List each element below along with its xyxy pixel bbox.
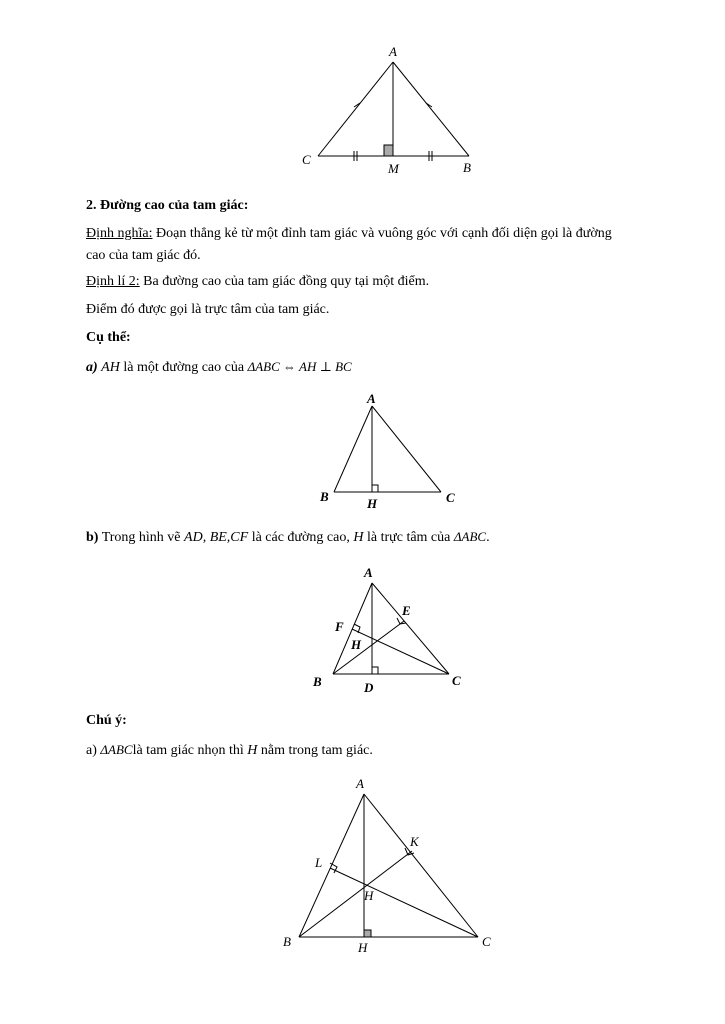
item-b-triangle: ΔABC <box>453 529 487 544</box>
vertex-label-l: L <box>315 855 323 870</box>
note-heading: Chú ý: <box>86 713 127 728</box>
note-a-label: a) <box>86 743 101 758</box>
definition-line-1 <box>86 224 696 244</box>
item-b-text-1: Trong hình vẽ <box>98 530 185 545</box>
item-b-text-2: là các đường cao, <box>248 530 354 545</box>
altitude-cf <box>352 629 449 674</box>
right-angle-mark <box>384 145 393 156</box>
side-ac <box>364 794 478 937</box>
section-heading: 2. Đường cao của tam giác: <box>86 198 249 213</box>
vertex-label-a: A <box>389 44 397 59</box>
vertex-label-e: E <box>402 603 411 618</box>
side-ac <box>372 583 449 674</box>
orthocenter-label-h: H <box>364 888 374 903</box>
figure-three-altitudes <box>0 555 725 700</box>
figure-isosceles-triangle <box>0 0 725 190</box>
note-a-triangle: ΔABC <box>100 742 133 757</box>
theorem-line <box>86 272 696 292</box>
right-angle-h <box>364 930 371 937</box>
item-a-text: là một đường cao của <box>119 360 248 375</box>
theorem-text: Ba đường cao của tam giác đồng quy tại một điểm. <box>139 274 430 289</box>
side-ab <box>393 62 469 156</box>
vertex-label-b: B <box>463 160 471 175</box>
side-ac <box>318 62 393 156</box>
vertex-label-b: B <box>320 489 329 504</box>
item-b-line <box>86 527 696 548</box>
right-angle-mark <box>372 485 378 492</box>
item-b-label: b) <box>86 530 99 545</box>
altitude-cl <box>330 868 478 937</box>
note-a-line <box>86 740 696 761</box>
note-a-text-2: nằm trong tam giác. <box>257 743 373 758</box>
vertex-label-a: A <box>364 565 373 580</box>
vertex-label-f: F <box>335 619 344 634</box>
item-a-line <box>86 357 696 378</box>
vertex-label-c: C <box>452 673 461 688</box>
vertex-label-a: A <box>367 391 376 406</box>
item-b-lines: AD, BE,CF <box>184 530 249 545</box>
item-a-formula: ΔABC ⇔ AH ⊥ BC <box>247 359 352 374</box>
vertex-label-h: H <box>367 496 378 511</box>
figure-acute-triangle <box>0 770 725 970</box>
orthocenter-text: Điểm đó được gọi là trực tâm của tam giác. <box>86 302 330 317</box>
note-a-h: H <box>247 743 258 758</box>
orthocenter-label-h: H <box>351 637 362 652</box>
figure-isosceles-svg <box>0 0 725 190</box>
item-b-end: . <box>486 530 490 545</box>
definition-text-1: Đoạn thẳng kẻ từ một đỉnh tam giác và vuông góc với cạnh đối diện gọi là đường <box>152 226 612 241</box>
figure-three-altitudes-svg <box>0 555 725 700</box>
vertex-label-c: C <box>482 934 491 949</box>
definition-label: Định nghĩa: <box>86 226 153 241</box>
figure-altitude-svg <box>0 385 725 515</box>
theorem-label: Định lí 2: <box>86 274 140 289</box>
vertex-label-k: K <box>410 834 419 849</box>
right-angle-d <box>372 667 378 674</box>
item-a-label: a) <box>86 360 98 375</box>
item-b-h: H <box>353 530 364 545</box>
side-ac <box>372 406 441 492</box>
vertex-label-a: A <box>356 776 364 791</box>
side-ab <box>299 794 364 937</box>
note-a-text-1: là tam giác nhọn thì <box>132 743 248 758</box>
vertex-label-m: M <box>388 161 399 176</box>
item-a-ah: AH <box>101 360 120 375</box>
definition-text-2: cao của tam giác đó. <box>86 248 201 263</box>
vertex-label-b: B <box>313 674 322 689</box>
item-b-text-3: là trực tâm của <box>363 530 454 545</box>
specific-heading: Cụ thể: <box>86 330 131 345</box>
vertex-label-b: B <box>283 934 291 949</box>
figure-altitude-ah <box>0 385 725 515</box>
vertex-label-c: C <box>446 490 455 505</box>
side-ab <box>334 406 372 492</box>
vertex-label-d: D <box>364 680 374 695</box>
foot-label-h: H <box>358 940 368 955</box>
vertex-label-c: C <box>302 152 311 167</box>
